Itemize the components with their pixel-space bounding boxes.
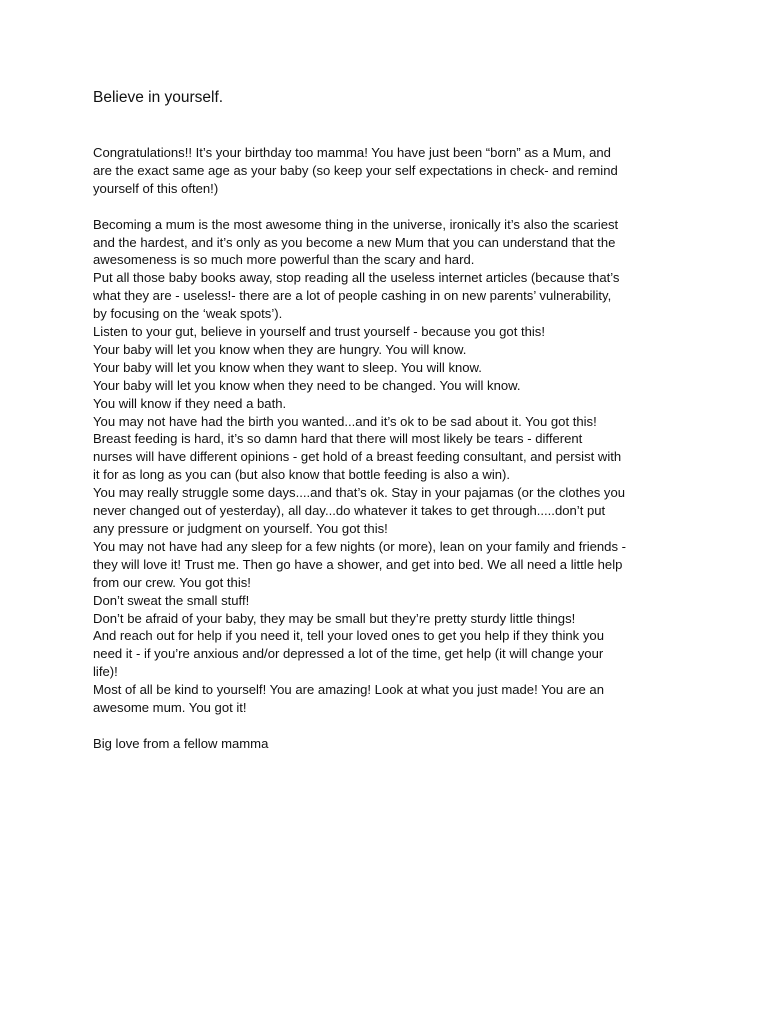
body-line: awesomeness is so much more powerful than the scary and hard. [93,252,475,268]
body-line: You will know if they need a bath. [93,395,287,411]
body-line: they will love it! Trust me. Then go have a shower, and get into bed. We all need a little help [93,556,623,572]
document-body [93,144,683,753]
body-line: any pressure or judgment on yourself. You got this! [93,521,388,537]
body-line: Breast feeding is hard, it’s so damn hard that there will most likely be tears - different [93,431,583,447]
document-title: Believe in yourself. [93,89,224,106]
body-line: Don’t be afraid of your baby, they may be small but they’re pretty sturdy little things! [93,610,576,626]
body-line: by focusing on the ‘weak spots’). [93,306,283,322]
body-line: You may really struggle some days....and that’s ok. Stay in your pajamas (or the clothes you [93,485,626,501]
body-line: Listen to your gut, believe in yourself and trust yourself - because you got this! [93,324,545,340]
body-line: Congratulations!! It’s your birthday too mamma! You have just been “born” as a Mum, and [93,145,611,160]
body-line: awesome mum. You got it! [93,700,247,716]
blank-line [93,198,683,216]
body-line: what they are - useless!- there are a lot of people cashing in on new parents’ vulnerability, [93,288,612,304]
body-line: Your baby will let you know when they need to be changed. You will know. [93,377,521,393]
body-line: need it - if you’re anxious and/or depressed a lot of the time, get help (it will change your [93,646,604,662]
body-line: Becoming a mum is the most awesome thing in the universe, ironically it’s also the scariest [93,216,619,232]
body-line: are the exact same age as your baby (so keep your self expectations in check- and remind [93,162,618,178]
body-line: Your baby will let you know when they are hungry. You will know. [93,341,467,357]
body-line: And reach out for help if you need it, tell your loved ones to get you help if they think you [93,628,604,644]
body-line: Your baby will let you know when they want to sleep. You will know. [93,359,482,375]
body-line: Put all those baby books away, stop reading all the useless internet articles (because that’s [93,270,620,286]
body-line: Big love from a fellow mamma [93,735,269,751]
body-line: it for as long as you can (but also know that bottle feeding is also a win). [93,467,511,483]
body-line: You may not have had any sleep for a few nights (or more), lean on your family and friends - [93,538,627,554]
body-line: yourself of this often!) [93,180,219,196]
body-line: Don’t sweat the small stuff! [93,592,250,608]
body-line: never changed out of yesterday), all day...do whatever it takes to get through.....don’t put [93,503,606,519]
body-line: from our crew. You got this! [93,574,251,590]
body-line: You may not have had the birth you wanted...and it’s ok to be sad about it. You got this! [93,413,597,429]
body-line: Most of all be kind to yourself! You are amazing! Look at what you just made! You are an [93,682,604,698]
body-line: nurses will have different opinions - get hold of a breast feeding consultant, and persist with [93,449,622,465]
body-line: life)! [93,664,118,680]
body-line: and the hardest, and it’s only as you become a new Mum that you can understand that the [93,234,616,250]
blank-line [93,717,683,735]
